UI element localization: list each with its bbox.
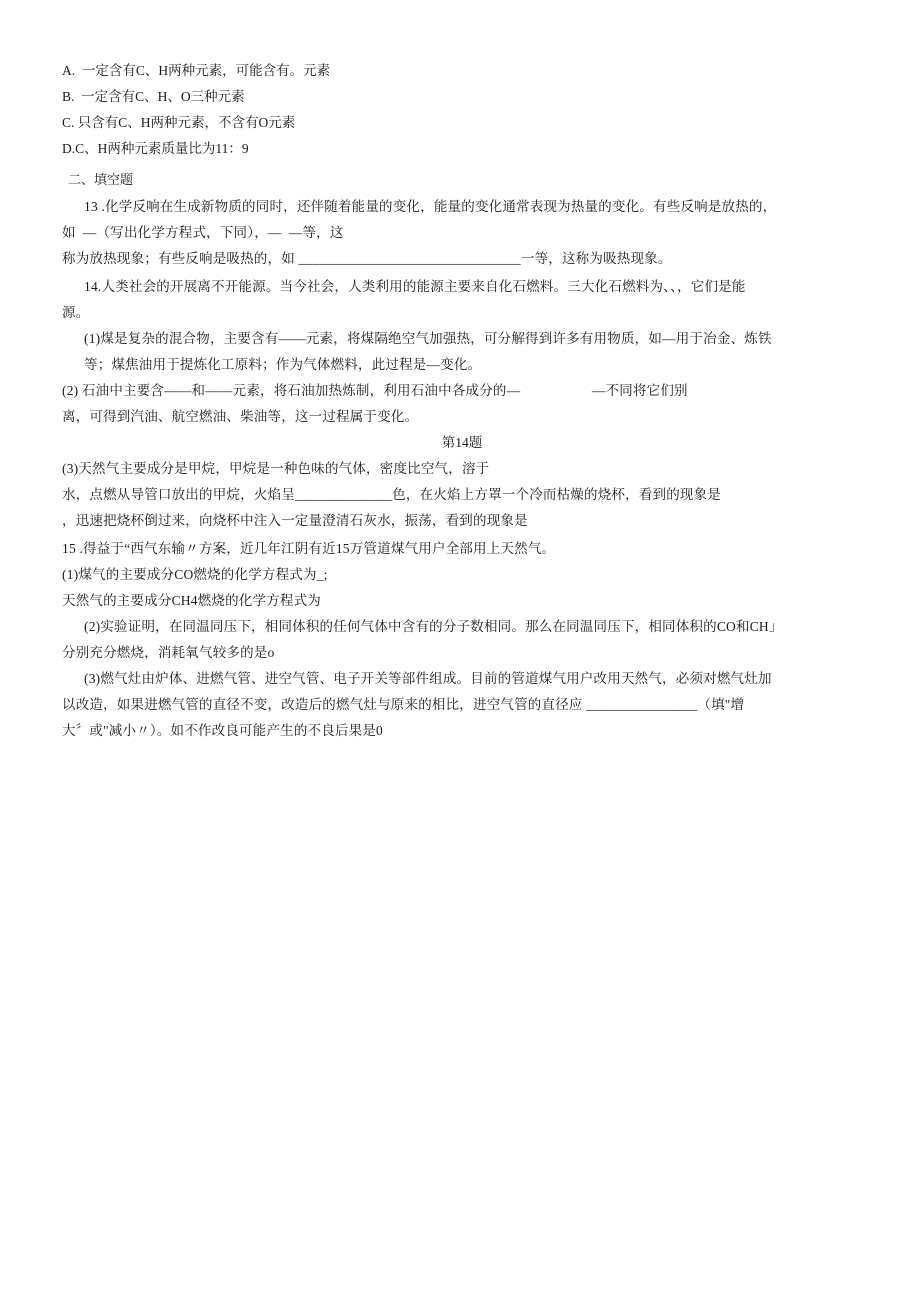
question-14-part-1-line-2: 等；煤焦油用于提炼化工原料；作为气体燃料，此过程是—变化。 [84,357,482,372]
question-15-part-1-line-2: 天然气的主要成分CH4燃烧的化学方程式为 [62,593,322,608]
question-15-part-2-line-2: 分别充分燃烧，消耗氧气较多的是o [62,645,275,660]
question-15-part-3-line-1: (3)燃气灶由炉体、进燃气管、进空气管、电子开关等部件组成。目前的管道煤气用户改用天然气，必须对燃气灶加 [84,671,772,686]
question-13-line-2: 如 —（写出化学方程式，下同），— —等，这 [62,225,344,240]
question-13-line-1: 13 .化学反响在生成新物质的同时，还伴随着能量的变化，能量的变化通常表现为热量的变化。有些反响是放热的， [84,199,777,214]
question-14-part-1-line-1: (1)煤是复杂的混合物，主要含有——元素，将煤隔绝空气加强热，可分解得到许多有用物质，如—用于冶金、炼铁 [84,331,772,346]
question-15-part-1-line-1: (1)煤气的主要成分CO燃烧的化学方程式为_; [62,567,328,582]
section-heading-fill-in-blank: 二、填空题 [68,172,134,187]
question-14-part-2-line-1: (2) 石油中主要含——和——元素，将石油加热炼制，利用石油中各成分的— —不同将它们别 [62,383,688,398]
question-14-part-3-line-3: ，迅速把烧杯倒过来，向烧杯中注入一定量澄清石灰水，振荡，看到的现象是 [62,513,528,528]
question-14-part-3-line-2: 水，点燃从导管口放出的甲烷，火焰呈______________色，在火焰上方罩一个冷而枯燥的烧杯，看到的现象是 [62,487,721,502]
option-c: C. 只含有C、H两种元素，不含有O元素 [62,115,296,130]
question-14-line-1: 14.人类社会的开展离不开能源。当今社会，人类利用的能源主要来自化石燃料。三大化石燃料为、、，它们是能 [84,279,746,294]
option-b: B. 一定含有C、H、O三种元素 [62,89,245,104]
question-14-part-2-line-2: 离，可得到汽油、航空燃油、柴油等，这一过程属于变化。 [62,409,419,424]
option-a: A. 一定含有C、H两种元素，可能含有。元素 [62,63,331,78]
question-15-line-1: 15 .得益于“西气东输〃方案，近几年江阴有近15万管道煤气用户全部用上天然气。 [62,541,556,556]
option-d: D.C、H两种元素质量比为11：9 [62,141,249,156]
question-15-part-3-line-3: 大〞或"减小〃）。如不作改良可能产生的不良后果是0 [62,723,384,738]
figure-caption-question-14: 第14题 [441,435,483,450]
document-body [62,58,862,744]
question-14-line-2: 源。 [62,305,90,320]
question-13-line-3: 称为放热现象；有些反响是吸热的，如 ________________________________一等，这称为吸热现象。 [62,251,672,266]
question-14-part-3-line-1: (3)天然气主要成分是甲烷，甲烷是一种色味的气体，密度比空气，溶于 [62,461,490,476]
question-15-part-2-line-1: (2)实验证明，在同温同压下，相同体积的任何气体中含有的分子数相同。那么在同温同压下，相同体积的CO和CH」 [84,619,783,634]
question-15-part-3-line-2: 以改造，如果进燃气管的直径不变，改造后的燃气灶与原来的相比，进空气管的直径应 ________________（填"增 [62,697,745,712]
